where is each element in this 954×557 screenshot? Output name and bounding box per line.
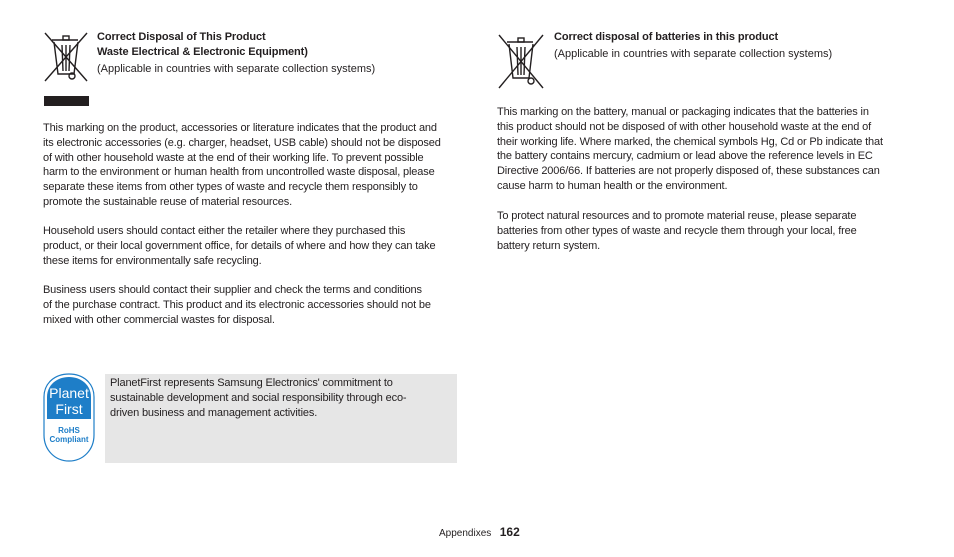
text-line: mixed with other commercial wastes for disposal.: [43, 313, 275, 326]
text-line: harm to the environment or human health from uncontrolled waste disposal, please: [43, 166, 435, 179]
weee-title-line1: Correct Disposal of This Product: [97, 31, 266, 43]
separate-collection-bar: [44, 96, 89, 106]
logo-rohs-text: RoHS: [58, 426, 80, 435]
text-line: batteries from other types of waste and recycle them through your local, free: [497, 224, 857, 237]
weee-subtitle: (Applicable in countries with separate collection systems): [97, 63, 376, 75]
text-line: the battery contains mercury, cadmium or lead above the reference levels in EC: [497, 150, 873, 163]
text-line: battery return system.: [497, 239, 601, 252]
battery-subtitle: (Applicable in countries with separate collection systems): [554, 48, 833, 60]
footer-section-label: Appendixes: [439, 528, 492, 539]
text-line: cause harm to human health or the environment.: [497, 179, 728, 192]
crossed-bin-icon: [42, 30, 92, 86]
planetfirst-note-box: [105, 374, 457, 463]
logo-first-text: First: [55, 401, 83, 417]
text-line: Household users should contact either the retailer where they purchased this: [43, 225, 406, 237]
text-line: This marking on the battery, manual or packaging indicates that the batteries in: [497, 106, 869, 118]
battery-paragraph-2: [497, 209, 857, 253]
logo-compliant-text: Compliant: [49, 435, 89, 444]
text-line: To protect natural resources and to promote material reuse, please separate: [497, 210, 857, 222]
planetfirst-text: [110, 376, 406, 420]
text-line: their working life. Where marked, the chemical symbols Hg, Cd or Pb indicate that: [497, 135, 883, 148]
text-line: its electronic accessories (e.g. charger, headset, USB cable) should not be disposed: [43, 136, 441, 149]
weee-header: [97, 30, 375, 77]
text-line: driven business and management activities.: [110, 406, 318, 419]
text-line: Business users should contact their supplier and check the terms and conditions: [43, 284, 422, 296]
text-line: separate these items from other types of waste and recycle them responsibly to: [43, 181, 418, 194]
text-line: product, or their local government office, for details of where and how they can take: [43, 239, 436, 252]
text-line: of the purchase contract. This product and its electronic accessories should not be: [43, 298, 431, 311]
battery-paragraph-1: [497, 105, 883, 194]
page-footer: [439, 523, 520, 541]
crossed-battery-bin-icon: [496, 32, 552, 92]
text-line: this product should not be disposed of with other household waste at the end of: [497, 120, 872, 133]
battery-title: Correct disposal of batteries in this product: [554, 31, 779, 43]
planetfirst-logo-icon: [42, 373, 96, 463]
page-number: 162: [499, 525, 520, 539]
weee-paragraph-2: [43, 224, 435, 268]
text-line: promote the sustainable reuse of material resources.: [43, 195, 292, 208]
weee-paragraph-3: [43, 283, 431, 327]
weee-paragraph-1: [43, 121, 441, 210]
weee-title-line2: Waste Electrical & Electronic Equipment): [97, 46, 308, 58]
text-line: of with other household waste at the end of their working life. To prevent possible: [43, 151, 424, 164]
text-line: This marking on the product, accessories or literature indicates that the product and: [43, 122, 437, 134]
logo-planet-text: Planet: [49, 385, 89, 401]
text-line: sustainable development and social responsibility through eco-: [110, 391, 407, 404]
text-line: Directive 2006/66. If batteries are not properly disposed of, these substances can: [497, 165, 880, 178]
text-line: these items for environmentally safe recycling.: [43, 254, 262, 267]
battery-header: [554, 30, 832, 62]
text-line: PlanetFirst represents Samsung Electronics' commitment to: [110, 377, 393, 389]
